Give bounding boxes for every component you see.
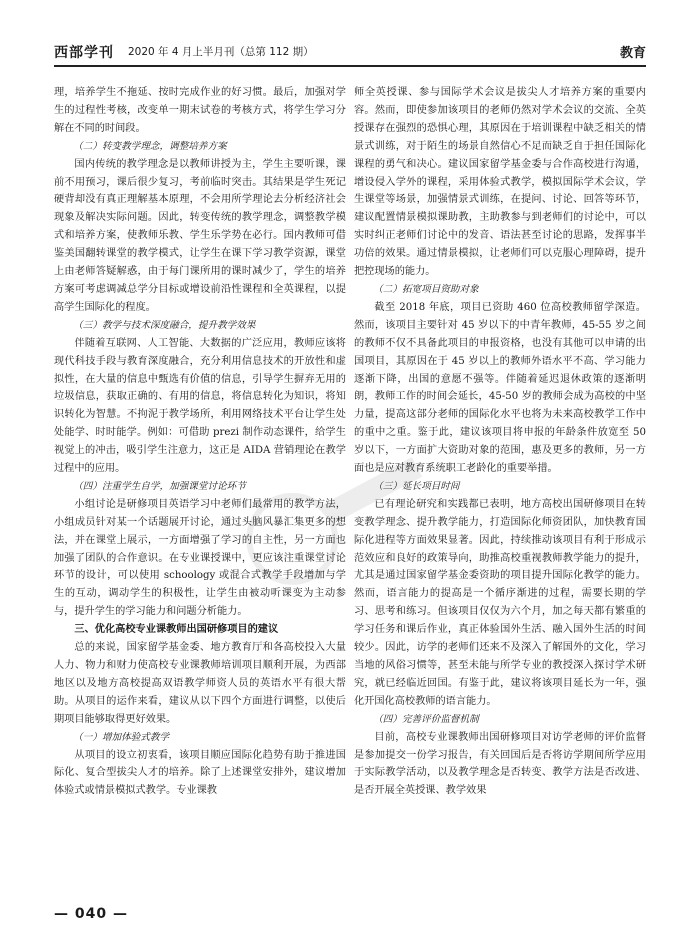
- paragraph: 截至 2018 年底，项目已资助 460 位高校教师留学深造。然而，该项目主要针对 45 岁以下的中青年教师，45-55 岁之间的教师不仅不具备此项目的申报资格，也没有其他可以申请的出国项目，其原因在于 45 岁以上的教师外语水平不高、学习能力逐渐下降，出国的意愿不强等。伴随着延迟退休政策的逐渐明朗，教师工作的时间会延长，45-50 岁的教师会成为高校的中坚力量，提高这部分老师的国际化水平也将为未来高校教学工作中的重中之重。鉴于此，建议该项目将申报的年龄条件放宽至 50 岁以下，一方面扩大资助对象的范围，惠及更多的教师，另一方面也是应对教育系统职工老龄化的重要举措。: [354, 301, 646, 475]
- paragraph: 师全英授课、参与国际学术会议是拔尖人才培养方案的重要内容。然而，即使参加该项目的老师仍然对学术会议的交流、全英授课存在强烈的恐惧心理，其原因在于培训课程中缺乏相关的情景式训练，对于陌生的场景自然信心不足而缺乏自于担任国际化课程的勇气和决心。建议国家留学基金委与合作高校进行沟通，增设侵入学外的课程，采用体验式教学，模拟国际学术会议，学生课堂等场景，加强情景式训练，在提问、讨论、回答等环节，建议配置情景模拟课助教，主助教参与到老师们的讨论中，可以实时纠正老师们讨论中的发音、语法甚至讨论的思路，发挥事半功倍的效果。通过情景模拟，让老师们可以克服心理障碍，提升把控现场的能力。: [354, 87, 646, 278]
- paragraph: 理，培养学生不拖延、按时完成作业的好习惯。最后，加强对学生的过程性考核，改变单一期末试卷的考核方式，将学生学习分解在不同的时间段。: [54, 87, 346, 134]
- subheading: （三）延长项目时间: [373, 480, 460, 492]
- journal-brand: 西部学刊: [54, 45, 114, 61]
- right-column: [354, 84, 646, 892]
- subheading: （二）拓宽项目资助对象: [373, 283, 479, 295]
- paragraph: 小组讨论是研修项目英语学习中老师们最常用的教学方法，小组成员针对某一个话题展开讨论，通过头脑风暴汇集更多的想法，并在课堂上展示，一方面增强了学习的自主性，另一方面也加强了团队的合作意识。在专业课授课中，更应该注重课堂讨论环节的设计，可以使用 schoology 或混合式教学手段增加与学生的互动，调动学生的积极性，让学生由被动听课变为主动参与，提升学生的学习能力和问题分析能力。: [54, 498, 346, 618]
- subheading: （三）教学与技术深度融合，提升教学效果: [73, 319, 256, 331]
- issue-info: 2020 年 4 月上半月刊（总第 112 期）: [128, 46, 314, 58]
- page-number: — 040 —: [54, 906, 128, 922]
- paragraph: 从项目的设立初衷看，该项目顺应国际化趋势有助于推进国际化、复合型拔尖人才的培养。除了上述课堂安排外，建议增加体验式或情景模拟式教学。专业课教: [54, 749, 346, 797]
- paragraph: 国内传统的教学理念是以教师讲授为主，学生主要听课，课前不用预习，课后很少复习，考前临时突击。其结果是学生死记硬背却没有真正理解基本原理，不会用所学理论去分析经济社会现象及解决实际问题。因此，转变传统的教学理念，调整教学模式和培养方案，使教师乐教、学生乐学势在必行。国内教师可借鉴美国翻转课堂的教学模式，让学生在课下学习教学资源，课堂上由老师答疑解惑，由于每门课所用的课时减少了，学生的培养方案可考虑调减总学分目标或增设前沿性课程和全英课程，以提高学生国际化的程度。: [54, 158, 346, 313]
- paragraph: 已有理论研究和实践都已表明，地方高校出国研修项目在转变教学理念、提升教学能力，打造国际化师资团队，加快教育国际化进程等方面效果显著。因此，持续推动该项目有利于形成示范效应和良好的政策导向，助推高校重视教师教学能力的提升，尤其是通过国家留学基金委资助的项目提升国际化教学的能力。然而，语言能力的提高是一个循序渐进的过程，需要长期的学习、思考和练习。但该项目仅仅为六个月，加之每天都有繁重的学习任务和课后作业，真正体验国外生活、融入国外生活的时间较少。因此，访学的老师们还来不及深入了解国外的文化，学习当地的风俗习惯等，甚至未能与所学专业的教授深入探讨学术研究，就已经临近回国。有鉴于此，建议将该项目延长为一年，强化开国化高校教师的语言能力。: [354, 498, 646, 707]
- page-header: [54, 40, 646, 62]
- paragraph: 伴随着互联网、人工智能、大数据的广泛应用，教师应该将现代科技手段与教育深度融合，充分利用信息技术的开放性和虚拟性，在大量的信息中甄选有价值的信息，引导学生摒弃无用的垃圾信息，获取正确的、有用的信息，将信息转化为知识，将知识转化为智慧。不拘泥于教学场所，利用网络技术平台让学生处处能学、时时能学。例如：可借助 prezi 制作动态课件，给学生视觉上的冲击，吸引学生注意力，这正是 AIDA 营销理论在教学过程中的应用。: [54, 337, 346, 475]
- header-rule: [54, 65, 646, 67]
- section-heading: 三、优化高校专业课教师出国研修项目的建议: [74, 624, 279, 636]
- left-column: [54, 84, 346, 892]
- section-label: 教育: [619, 46, 646, 61]
- subheading: （四）注重学生自学，加强课堂讨论环节: [73, 480, 246, 492]
- subheading: （四）完善评价监督机制: [373, 713, 479, 725]
- paragraph: 目前，高校专业课教师出国研修项目对访学老师的评价监督是参加提交一份学习报告，有关回国后是否将访学期间所学应用于实际教学活动，以及教学理念是否转变、教学方法是否改进、是否开展全英授课、教学效果: [354, 731, 646, 797]
- paragraph: 总的来说，国家留学基金委、地方教育厅和各高校投入大量人力、物力和财力使高校专业课教师培训项目顺利开展，为西部地区以及地方高校提高双语教学师资人员的英语水平有很大帮助。从项目的运作来看，建议从以下四个方面进行调整，以使后期项目能够取得更好效果。: [54, 642, 346, 725]
- subheading: （一）增加体验式教学: [73, 731, 170, 743]
- subheading: （二）转变教学理念，调整培养方案: [73, 140, 227, 152]
